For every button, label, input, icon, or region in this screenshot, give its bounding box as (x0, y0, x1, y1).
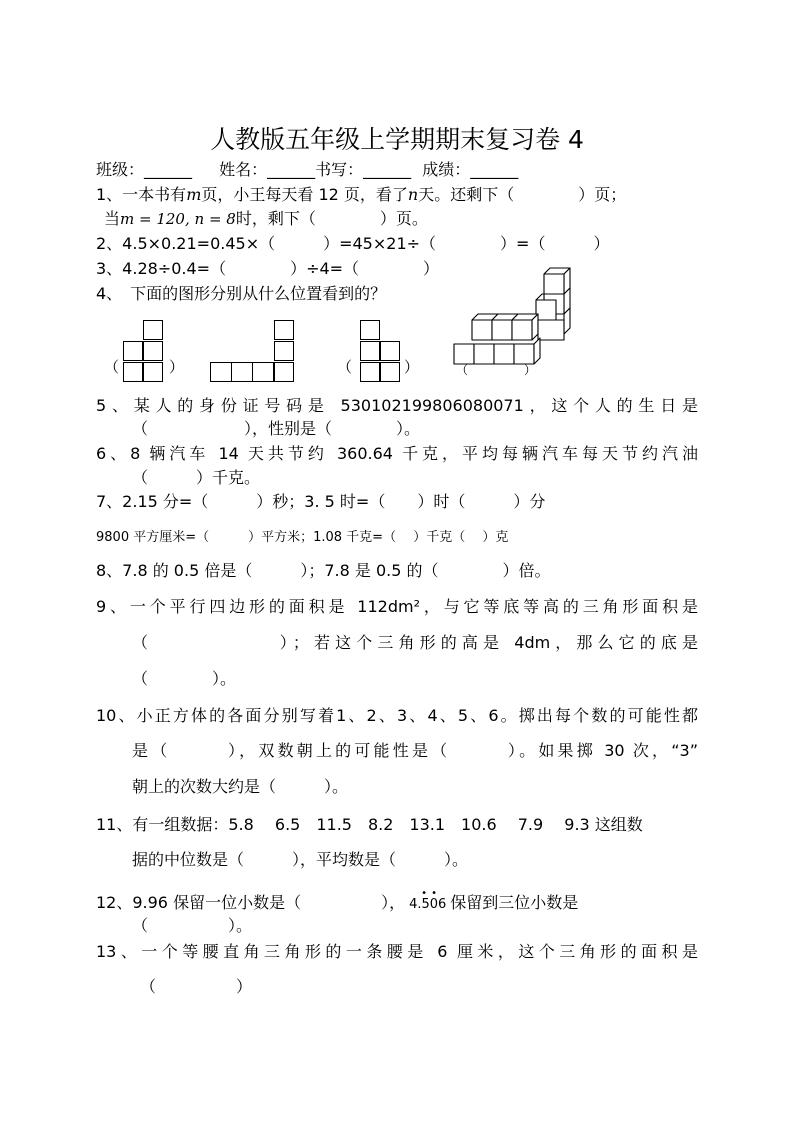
writing-blank: ______ (363, 160, 412, 179)
question-11-line-1: 11、有一组数据：5.8 6.5 11.5 8.2 13.1 10.6 7.9 9.3 这组数 (96, 815, 643, 834)
question-6-line-1: 6、8 辆汽车 14 天共节约 360.64 千克，平均每辆汽车每天节约汽油 (96, 444, 698, 463)
question-5-line-2: （ ），性别是（ ）。 (132, 419, 421, 438)
question-5-line-1: 5、某人的身份证号码是 530102199806080071，这个人的生日是 (96, 396, 698, 415)
question-11-line-2: 据的中位数是（ ），平均数是（ ）。 (132, 850, 469, 869)
q12-number: 4.506 (409, 897, 447, 912)
writing-label: 书写： (315, 160, 364, 179)
q12-text-c: 保留到三位小数是 (450, 893, 579, 912)
figure-3-close-paren: ） (404, 358, 420, 376)
figure-4-close-paren: ） (524, 363, 537, 377)
score-blank: ______ (470, 160, 519, 179)
question-3: 3、4.28÷0.4=（ ）÷4=（ ） (96, 259, 440, 278)
score-label: 成绩： (422, 160, 471, 179)
q12-repeating-decimal: 4.506 • • (409, 888, 447, 912)
question-6-line-2: （ ）千克。 (132, 468, 261, 487)
header-fields (96, 160, 698, 180)
page-title: 人教版五年级上学期期末复习卷 4 (210, 125, 584, 154)
q1-var-n: n (407, 185, 419, 204)
question-8: 8、7.8 的 0.5 倍是（ ）；7.8 是 0.5 的（ ）倍。 (96, 561, 551, 580)
q1-text-a: 1、一本书有 (96, 185, 187, 204)
question-1-line-1 (96, 185, 698, 205)
question-12-line-1 (96, 888, 698, 915)
question-7-line-2: 9800 平方厘米=（ ）平方米；1.08 千克=（ ）千克（ ）克 (96, 530, 509, 545)
q1-text-d: 当 (104, 209, 121, 228)
question-4: 4、 下面的图形分别从什么位置看到的？ (96, 284, 387, 303)
q1-condition: m = 120, n = 8 (120, 210, 236, 228)
class-label: 班级： (96, 160, 145, 179)
q1-text-b: 页，小王每天看 12 页，看了 (201, 185, 408, 204)
figure-3-open-paren: （ (337, 358, 353, 376)
q12-text-a: 12、9.96 保留一位小数是（ ）， (96, 893, 406, 912)
question-12-line-2: （ ）。 (132, 916, 253, 935)
question-13-line-2: （ ） (140, 977, 253, 996)
name-blank: ______ (267, 160, 316, 179)
question-7-line-1: 7、2.15 分=（ ）秒；3. 5 时=（ ）时（ ）分 (96, 492, 546, 511)
q1-var-m: m (186, 185, 202, 204)
class-blank: ______ (144, 160, 193, 179)
question-2: 2、4.5×0.21=0.45×（ ）=45×21÷（ ）=（ ） (96, 234, 610, 253)
question-10-line-3: 朝上的次数大约是（ ）。 (132, 777, 349, 796)
question-9-line-3: （ ）。 (132, 669, 237, 688)
q1-text-f: 时，剩下（ ）页。 (235, 209, 428, 228)
question-9-line-1: 9、一个平行四边形的面积是 112dm²，与它等底等高的三角形面积是 (96, 597, 698, 616)
q1-text-c: 天。还剩下（ ）页； (418, 185, 627, 204)
cube-stack-figure (450, 262, 580, 377)
question-13-line-1: 13、一个等腰直角三角形的一条腰是 6 厘米，这个三角形的面积是 (96, 942, 698, 961)
figure-4-open-paren: （ (456, 363, 469, 377)
question-1-line-2 (104, 209, 698, 229)
question-10-line-2: 是（ ），双数朝上的可能性是（ ）。如果掷 30 次，“3” (132, 741, 698, 760)
name-label: 姓名： (219, 160, 268, 179)
question-9-line-2: （ ）；若这个三角形的高是 4dm，那么它的底是 (132, 633, 698, 652)
question-10-line-1: 10、小正方体的各面分别写着1、2、3、4、5、6。掷出每个数的可能性都 (96, 706, 698, 725)
figure-1-open-paren: （ (104, 358, 120, 376)
figure-1-close-paren: ） (169, 358, 185, 376)
